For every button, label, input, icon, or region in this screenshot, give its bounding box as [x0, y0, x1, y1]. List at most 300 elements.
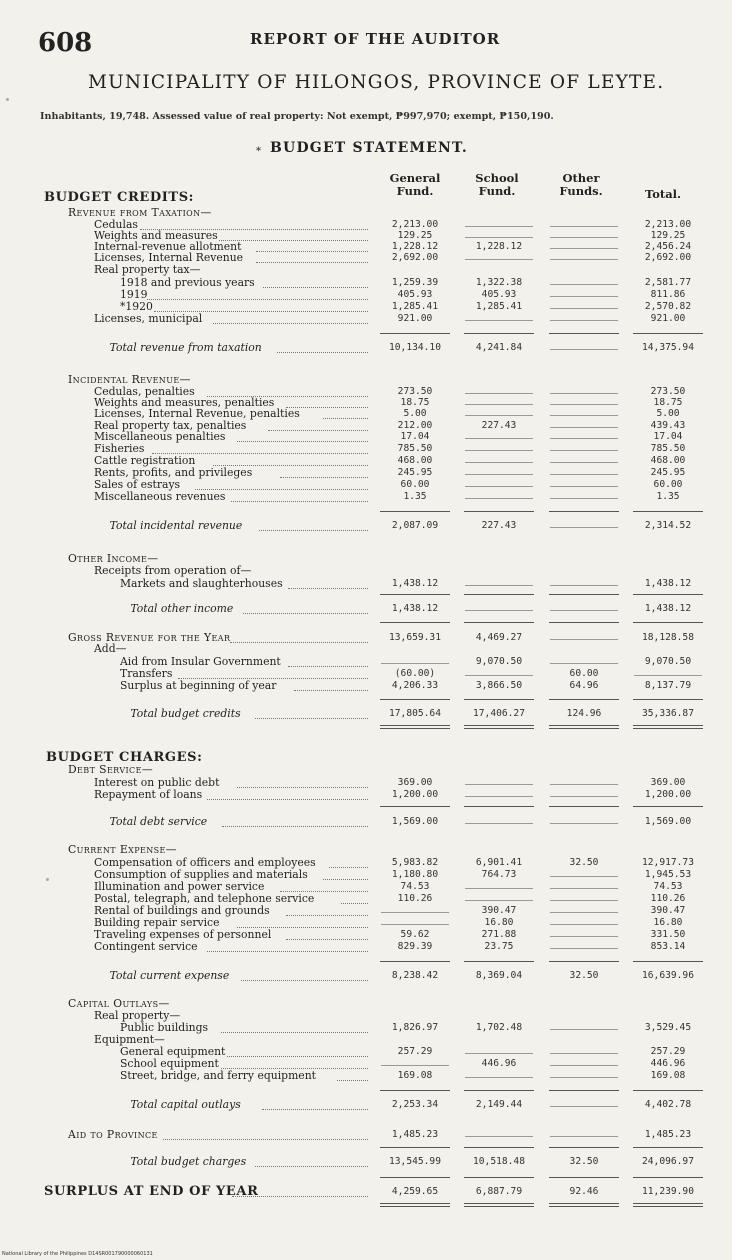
sum-rule — [549, 961, 619, 962]
total-value: 129.25 — [650, 230, 686, 241]
total-value: 811.86 — [650, 289, 686, 300]
general-fund-value: 18.75 — [400, 397, 430, 408]
leader-dots — [227, 1056, 368, 1057]
other-funds-value: 32.50 — [569, 857, 599, 868]
leader-dots — [237, 441, 368, 442]
empty-cell-dash — [550, 259, 618, 260]
row-label: Repayment of loans — [94, 788, 203, 801]
empty-cell-dash — [550, 320, 618, 321]
table-row — [0, 1010, 732, 1022]
row-label: Sales of estrays — [94, 478, 181, 491]
empty-cell-dash — [465, 585, 533, 586]
empty-cell-dash — [550, 284, 618, 285]
municipality-title: MUNICIPALITY OF HILONGOS, PROVINCE OF LEYTE. — [88, 72, 665, 93]
row-label: Street, bridge, and ferry equipment — [120, 1069, 316, 1082]
school-fund-value: 2,149.44 — [475, 1099, 523, 1110]
total-value: 1,485.23 — [644, 1129, 692, 1140]
row-label: Fisheries — [94, 442, 145, 455]
table-row — [0, 1129, 732, 1141]
leader-dots — [243, 613, 368, 614]
row-label: Building repair service — [94, 916, 220, 929]
leader-dots — [207, 951, 368, 952]
general-fund-value: 169.08 — [397, 1070, 433, 1081]
double-rule — [549, 1203, 619, 1207]
column-header-general: General Fund. — [389, 171, 441, 198]
total-value: 2,570.82 — [644, 301, 692, 312]
row-label: Gross Revenue for the Year — [68, 631, 231, 644]
school-fund-value: 1,228.12 — [475, 241, 523, 252]
row-label: Rental of buildings and grounds — [94, 904, 270, 917]
table-row — [0, 1070, 732, 1082]
empty-cell-dash — [550, 948, 618, 949]
empty-cell-dash — [550, 888, 618, 889]
sum-rule — [464, 594, 534, 595]
total-value: 245.95 — [650, 467, 686, 478]
general-fund-value: (60.00) — [394, 668, 436, 679]
leader-dots — [337, 1080, 369, 1081]
leader-dots — [288, 588, 368, 589]
row-label: Total current expense — [109, 969, 230, 982]
row-label: Licenses, Internal Revenue — [94, 251, 244, 264]
total-value: 2,314.52 — [644, 520, 692, 531]
total-value: 14,375.94 — [642, 342, 694, 353]
total-value: 1,945.53 — [644, 869, 692, 880]
leader-dots — [255, 718, 368, 719]
general-fund-value: 2,253.34 — [391, 1099, 439, 1110]
general-fund-value: 1,259.39 — [391, 277, 439, 288]
row-label: Incidental Revenue— — [68, 373, 191, 386]
table-row — [0, 816, 732, 828]
double-rule — [380, 725, 450, 729]
empty-cell-dash — [550, 393, 618, 394]
sum-rule — [549, 699, 619, 700]
row-label: Interest on public debt — [94, 776, 220, 789]
sum-rule — [633, 511, 703, 512]
leader-dots — [262, 1109, 369, 1110]
total-value: 257.29 — [650, 1046, 686, 1057]
general-fund-value: 1,180.80 — [391, 869, 439, 880]
sum-rule — [380, 1147, 450, 1148]
row-label: *1920 — [120, 300, 153, 313]
row-label: Surplus at beginning of year — [120, 679, 277, 692]
empty-cell-dash — [550, 784, 618, 785]
sum-rule — [633, 1090, 703, 1091]
school-fund-value: 8,369.04 — [475, 970, 523, 981]
total-value: 921.00 — [650, 313, 686, 324]
general-fund-value: 257.29 — [397, 1046, 433, 1057]
row-label: Revenue from Taxation— — [68, 206, 212, 219]
sum-rule — [464, 961, 534, 962]
table-row — [0, 1156, 732, 1168]
empty-cell-dash — [550, 936, 618, 937]
empty-cell-dash — [550, 1053, 618, 1054]
sum-rule — [464, 1177, 534, 1178]
leader-dots — [241, 980, 368, 981]
general-fund-value: 110.26 — [397, 893, 433, 904]
school-fund-value: 4,469.27 — [475, 632, 523, 643]
empty-cell-dash — [634, 675, 702, 676]
total-value: 3,529.45 — [644, 1022, 692, 1033]
school-fund-value: 3,866.50 — [475, 680, 523, 691]
row-label: Transfers — [120, 667, 173, 680]
total-value: 60.00 — [653, 479, 683, 490]
row-label: School equipment — [120, 1057, 219, 1070]
general-fund-value: 468.00 — [397, 455, 433, 466]
empty-cell-dash — [381, 1065, 449, 1066]
general-fund-value: 1,438.12 — [391, 578, 439, 589]
other-funds-value: 92.46 — [569, 1186, 599, 1197]
general-fund-value: 5,983.82 — [391, 857, 439, 868]
sum-rule — [549, 1147, 619, 1148]
empty-cell-dash — [465, 610, 533, 611]
table-row — [0, 603, 732, 615]
total-value: 5.00 — [656, 408, 680, 419]
sum-rule — [633, 1177, 703, 1178]
double-rule — [380, 1203, 450, 1207]
empty-cell-dash — [465, 474, 533, 475]
row-label: Illumination and power service — [94, 880, 265, 893]
general-fund-value: 2,087.09 — [391, 520, 439, 531]
general-fund-value: 5.00 — [403, 408, 427, 419]
total-value: 16,639.96 — [642, 970, 694, 981]
empty-cell-dash — [465, 226, 533, 227]
leader-dots — [341, 903, 368, 904]
table-row — [0, 578, 732, 590]
general-fund-value: 829.39 — [397, 941, 433, 952]
table-row — [0, 643, 732, 655]
leader-dots — [323, 879, 368, 880]
general-fund-value: 1,826.97 — [391, 1022, 439, 1033]
table-row — [0, 565, 732, 577]
column-header-school: School Fund. — [475, 171, 519, 198]
general-fund-value: 17,805.64 — [389, 708, 441, 719]
row-label: 1919 — [120, 288, 148, 301]
general-fund-value: 59.62 — [400, 929, 430, 940]
double-rule — [633, 725, 703, 729]
empty-cell-dash — [550, 610, 618, 611]
empty-cell-dash — [550, 900, 618, 901]
general-fund-value: 129.25 — [397, 230, 433, 241]
leader-dots — [256, 262, 368, 263]
footer-credit: National Library of the Philippines D14SR001790000060131 — [2, 1251, 153, 1257]
school-fund-value: 1,702.48 — [475, 1022, 523, 1033]
row-label: General equipment — [120, 1045, 226, 1058]
total-value: 18.75 — [653, 397, 683, 408]
total-value: 4,402.78 — [644, 1099, 692, 1110]
sum-rule — [633, 1147, 703, 1148]
total-value: 74.53 — [653, 881, 683, 892]
table-row — [0, 656, 732, 668]
table-row — [0, 1099, 732, 1111]
table-row — [0, 764, 732, 776]
general-fund-value: 1,200.00 — [391, 789, 439, 800]
empty-cell-dash — [550, 1106, 618, 1107]
school-fund-value: 390.47 — [481, 905, 517, 916]
table-row — [0, 1186, 732, 1198]
general-fund-value: 13,545.99 — [389, 1156, 441, 1167]
row-label: 1918 and previous years — [120, 276, 255, 289]
leader-dots — [147, 299, 368, 300]
empty-cell-dash — [550, 462, 618, 463]
row-label: Current Expense— — [68, 843, 177, 856]
inhabitants-line: Inhabitants, 19,748. Assessed value of real property: Not exempt, ₱997,970; exempt, ₱150,190. — [40, 111, 554, 122]
leader-dots — [288, 666, 368, 667]
school-fund-value: 1,285.41 — [475, 301, 523, 312]
school-fund-value: 17,406.27 — [473, 708, 525, 719]
leader-dots — [277, 352, 368, 353]
empty-cell-dash — [550, 226, 618, 227]
row-label: Miscellaneous revenues — [94, 490, 226, 503]
page-number: 608 — [38, 28, 93, 58]
leader-dots — [207, 799, 368, 800]
budget-charges-heading: BUDGET CHARGES: — [46, 750, 203, 765]
general-fund-value: 2,213.00 — [391, 219, 439, 230]
sum-rule — [549, 333, 619, 334]
double-rule — [464, 725, 534, 729]
row-label: Equipment— — [94, 1033, 165, 1046]
row-label: Licenses, municipal — [94, 312, 203, 325]
total-value: 1,438.12 — [644, 578, 692, 589]
empty-cell-dash — [465, 498, 533, 499]
row-label: Aid to Province — [68, 1128, 158, 1141]
total-value: 16.80 — [653, 917, 683, 928]
empty-cell-dash — [550, 450, 618, 451]
double-rule — [633, 1203, 703, 1207]
row-label: Capital Outlays— — [68, 997, 170, 1010]
empty-cell-dash — [465, 404, 533, 405]
total-value: 446.96 — [650, 1058, 686, 1069]
row-label: SURPLUS AT END OF YEAR — [44, 1184, 259, 1199]
school-fund-value: 4,241.84 — [475, 342, 523, 353]
empty-cell-dash — [465, 675, 533, 676]
general-fund-value: 1,485.23 — [391, 1129, 439, 1140]
empty-cell-dash — [465, 823, 533, 824]
total-value: 1,569.00 — [644, 816, 692, 827]
general-fund-value: 4,206.33 — [391, 680, 439, 691]
table-row — [0, 941, 732, 953]
empty-cell-dash — [465, 796, 533, 797]
total-value: 2,581.77 — [644, 277, 692, 288]
sum-rule — [633, 622, 703, 623]
row-label: Total budget credits — [130, 707, 241, 720]
total-value: 853.14 — [650, 941, 686, 952]
row-label: Traveling expenses of personnel — [94, 928, 272, 941]
total-value: 273.50 — [650, 386, 686, 397]
sum-rule — [380, 622, 450, 623]
row-label: Cedulas — [94, 218, 138, 231]
sum-rule — [464, 699, 534, 700]
table-row — [0, 680, 732, 692]
row-label: Cattle registration — [94, 454, 196, 467]
row-label: Real property tax, penalties — [94, 419, 247, 432]
table-row — [0, 970, 732, 982]
general-fund-value: 405.93 — [397, 289, 433, 300]
empty-cell-dash — [465, 415, 533, 416]
empty-cell-dash — [465, 259, 533, 260]
table-row — [0, 491, 732, 503]
total-value: 9,070.50 — [644, 656, 692, 667]
empty-cell-dash — [550, 237, 618, 238]
sum-rule — [380, 594, 450, 595]
school-fund-value: 6,901.41 — [475, 857, 523, 868]
empty-cell-dash — [550, 404, 618, 405]
empty-cell-dash — [465, 1136, 533, 1137]
leader-dots — [237, 787, 368, 788]
school-fund-value: 23.75 — [484, 941, 514, 952]
sum-rule — [633, 961, 703, 962]
leader-dots — [259, 530, 368, 531]
empty-cell-dash — [465, 486, 533, 487]
row-label: Real property— — [94, 1009, 181, 1022]
empty-cell-dash — [550, 474, 618, 475]
row-label: Other Income— — [68, 552, 159, 565]
empty-cell-dash — [550, 486, 618, 487]
row-label: Cedulas, penalties — [94, 385, 195, 398]
general-fund-value: 273.50 — [397, 386, 433, 397]
empty-cell-dash — [381, 924, 449, 925]
row-label: Total debt service — [109, 815, 208, 828]
table-row — [0, 520, 732, 532]
budget-statement-heading: BUDGET STATEMENT. — [270, 140, 468, 156]
budget-credits-heading: BUDGET CREDITS: — [44, 190, 195, 205]
other-funds-value: 124.96 — [566, 708, 602, 719]
table-row — [0, 289, 732, 301]
row-label: Total capital outlays — [130, 1098, 241, 1111]
general-fund-value: 212.00 — [397, 420, 433, 431]
empty-cell-dash — [465, 1053, 533, 1054]
empty-cell-dash — [465, 784, 533, 785]
total-value: 35,336.87 — [642, 708, 694, 719]
empty-cell-dash — [550, 427, 618, 428]
empty-cell-dash — [465, 900, 533, 901]
table-row — [0, 264, 732, 276]
general-fund-value: 4,259.65 — [391, 1186, 439, 1197]
row-label: Postal, telegraph, and telephone service — [94, 892, 315, 905]
row-label: Total revenue from taxation — [109, 341, 262, 354]
sum-rule — [464, 806, 534, 807]
empty-cell-dash — [465, 1077, 533, 1078]
row-label: Compensation of officers and employees — [94, 856, 316, 869]
empty-cell-dash — [550, 415, 618, 416]
row-label: Internal-revenue allotment — [94, 240, 242, 253]
empty-cell-dash — [465, 393, 533, 394]
row-label: Weights and measures, penalties — [94, 396, 275, 409]
scan-speck — [6, 98, 9, 101]
column-header-total: Total. — [644, 187, 682, 201]
empty-cell-dash — [465, 450, 533, 451]
leader-dots — [221, 1032, 368, 1033]
leader-dots — [232, 1196, 368, 1197]
double-rule — [464, 1203, 534, 1207]
row-label: Consumption of supplies and materials — [94, 868, 308, 881]
empty-cell-dash — [465, 888, 533, 889]
sum-rule — [464, 1147, 534, 1148]
empty-cell-dash — [381, 663, 449, 664]
sum-rule — [380, 1090, 450, 1091]
row-label: Weights and measures — [94, 229, 218, 242]
total-value: 24,096.97 — [642, 1156, 694, 1167]
other-funds-value: 64.96 — [569, 680, 599, 691]
sum-rule — [633, 806, 703, 807]
general-fund-value: 2,692.00 — [391, 252, 439, 263]
row-label: Total budget charges — [130, 1155, 247, 1168]
empty-cell-dash — [381, 912, 449, 913]
total-value: 2,456.24 — [644, 241, 692, 252]
general-fund-value: 245.95 — [397, 467, 433, 478]
sum-rule — [380, 806, 450, 807]
total-value: 390.47 — [650, 905, 686, 916]
general-fund-value: 1,438.12 — [391, 603, 439, 614]
empty-cell-dash — [550, 1065, 618, 1066]
total-value: 369.00 — [650, 777, 686, 788]
general-fund-value: 1,285.41 — [391, 301, 439, 312]
empty-cell-dash — [550, 1029, 618, 1030]
scan-speck — [46, 878, 49, 881]
table-row — [0, 844, 732, 856]
sum-rule — [464, 622, 534, 623]
school-fund-value: 227.43 — [481, 520, 517, 531]
school-fund-value: 271.88 — [481, 929, 517, 940]
total-value: 110.26 — [650, 893, 686, 904]
empty-cell-dash — [550, 639, 618, 640]
general-fund-value: 785.50 — [397, 443, 433, 454]
empty-cell-dash — [550, 924, 618, 925]
empty-cell-dash — [550, 498, 618, 499]
empty-cell-dash — [550, 527, 618, 528]
table-row — [0, 1058, 732, 1070]
row-label: Miscellaneous penalties — [94, 430, 226, 443]
empty-cell-dash — [465, 462, 533, 463]
sum-rule — [380, 961, 450, 962]
empty-cell-dash — [550, 308, 618, 309]
empty-cell-dash — [550, 796, 618, 797]
sum-rule — [633, 594, 703, 595]
school-fund-value: 9,070.50 — [475, 656, 523, 667]
row-label: Debt Service— — [68, 763, 154, 776]
sum-rule — [549, 594, 619, 595]
empty-cell-dash — [465, 438, 533, 439]
total-value: 2,213.00 — [644, 219, 692, 230]
other-funds-value: 32.50 — [569, 970, 599, 981]
leader-dots — [231, 501, 368, 502]
general-fund-value: 1,228.12 — [391, 241, 439, 252]
empty-cell-dash — [550, 248, 618, 249]
report-title: REPORT OF THE AUDITOR — [250, 30, 501, 48]
empty-cell-dash — [550, 663, 618, 664]
leader-dots — [294, 690, 368, 691]
sum-rule — [380, 333, 450, 334]
general-fund-value: 17.04 — [400, 431, 430, 442]
total-value: 439.43 — [650, 420, 686, 431]
general-fund-value: 369.00 — [397, 777, 433, 788]
sum-rule — [549, 1090, 619, 1091]
school-fund-value: 405.93 — [481, 289, 517, 300]
table-row — [0, 708, 732, 720]
table-row — [0, 668, 732, 680]
total-value: 12,917.73 — [642, 857, 694, 868]
table-row — [0, 1046, 732, 1058]
total-value: 331.50 — [650, 929, 686, 940]
row-label: Total other income — [130, 602, 234, 615]
general-fund-value: 13,659.31 — [389, 632, 441, 643]
bullet-mark: * — [256, 146, 261, 157]
table-row — [0, 342, 732, 354]
general-fund-value: 8,238.42 — [391, 970, 439, 981]
empty-cell-dash — [550, 296, 618, 297]
empty-cell-dash — [550, 912, 618, 913]
general-fund-value: 921.00 — [397, 313, 433, 324]
school-fund-value: 6,887.79 — [475, 1186, 523, 1197]
